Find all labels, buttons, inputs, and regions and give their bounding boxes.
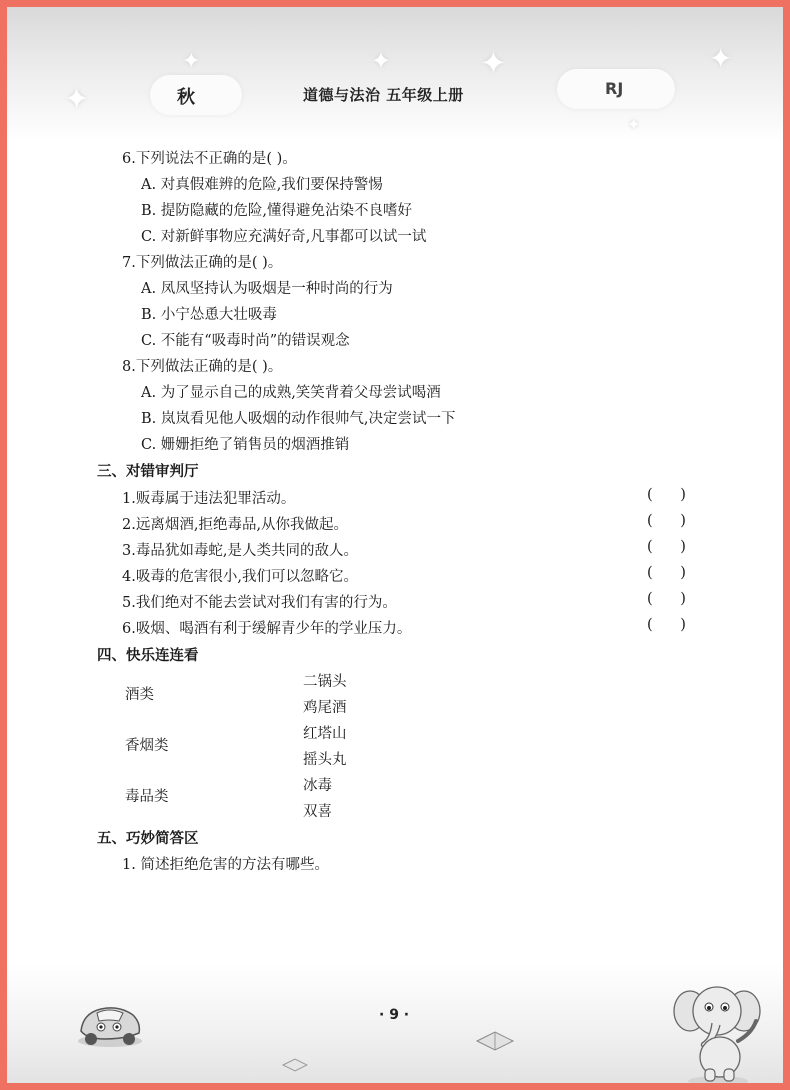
edition-label: RJ xyxy=(605,79,624,98)
answer-blank[interactable]: ( ) xyxy=(647,565,686,581)
answer-blank[interactable]: ( ) xyxy=(647,591,686,607)
option-text: C. 姗姗拒绝了销售员的烟酒推销 xyxy=(141,437,350,453)
option-text: C. 不能有“吸毒时尚”的错误观念 xyxy=(141,333,350,349)
question-stem: 6.下列说法不正确的是( )。 xyxy=(122,151,297,167)
sparkle-icon: ✦ xyxy=(709,42,733,75)
judgement-item: 4.吸毒的危害很小,我们可以忽略它。 xyxy=(122,569,358,585)
option-text: A. 对真假难辨的危险,我们要保持警惕 xyxy=(141,177,383,193)
sparkle-icon: ✦ xyxy=(64,82,90,117)
judgement-item: 2.远离烟酒,拒绝毒品,从你我做起。 xyxy=(122,517,349,533)
match-item[interactable]: 摇头丸 xyxy=(303,752,347,768)
section-title: 五、巧妙简答区 xyxy=(97,831,199,847)
cartoon-car-icon xyxy=(75,997,145,1049)
match-item[interactable]: 冰毒 xyxy=(303,778,332,794)
season-label: 秋 xyxy=(177,87,195,108)
judgement-item: 3.毒品犹如毒蛇,是人类共同的敌人。 xyxy=(122,543,358,559)
match-category[interactable]: 毒品类 xyxy=(125,789,169,805)
option-text: B. 小宁怂恿大壮吸毒 xyxy=(141,307,277,323)
match-item[interactable]: 鸡尾酒 xyxy=(303,700,347,716)
match-item[interactable]: 二锅头 xyxy=(303,674,347,690)
sparkle-icon: ✦ xyxy=(627,115,641,134)
question-stem: 7.下列做法正确的是( )。 xyxy=(122,255,283,271)
book-title: 道德与法治 五年级上册 xyxy=(303,86,464,104)
short-answer-question: 1. 简述拒绝危害的方法有哪些。 xyxy=(122,857,329,873)
answer-blank[interactable]: ( ) xyxy=(647,513,686,529)
section-title: 四、快乐连连看 xyxy=(97,648,199,664)
sparkle-icon: ✦ xyxy=(371,47,392,75)
judgement-item: 5.我们绝对不能去尝试对我们有害的行为。 xyxy=(122,595,397,611)
page-number: · 9 · xyxy=(379,1007,410,1023)
sparkle-icon: ✦ xyxy=(182,49,201,74)
match-item[interactable]: 红塔山 xyxy=(303,726,347,742)
option-text: B. 提防隐藏的危险,懂得避免沾染不良嗜好 xyxy=(141,203,412,219)
match-item[interactable]: 双喜 xyxy=(303,804,332,820)
cartoon-elephant-icon xyxy=(672,977,762,1087)
answer-blank[interactable]: ( ) xyxy=(647,539,686,555)
book-icon xyxy=(282,1057,308,1073)
match-category[interactable]: 酒类 xyxy=(125,687,154,703)
judgement-item: 6.吸烟、喝酒有利于缓解青少年的学业压力。 xyxy=(122,621,412,637)
season-cloud xyxy=(150,75,242,115)
section-title: 三、对错审判厅 xyxy=(97,464,199,480)
answer-blank[interactable]: ( ) xyxy=(647,487,686,503)
answer-blank[interactable]: ( ) xyxy=(647,617,686,633)
option-text: C. 对新鲜事物应充满好奇,凡事都可以试一试 xyxy=(141,229,427,245)
match-category[interactable]: 香烟类 xyxy=(125,738,169,754)
question-stem: 8.下列做法正确的是( )。 xyxy=(122,359,283,375)
book-icon xyxy=(475,1029,515,1053)
sparkle-icon: ✦ xyxy=(480,44,507,82)
option-text: B. 岚岚看见他人吸烟的动作很帅气,决定尝试一下 xyxy=(141,411,456,427)
option-text: A. 为了显示自己的成熟,笑笑背着父母尝试喝酒 xyxy=(141,385,441,401)
judgement-item: 1.贩毒属于违法犯罪活动。 xyxy=(122,491,296,507)
option-text: A. 凤凤坚持认为吸烟是一种时尚的行为 xyxy=(141,281,393,297)
